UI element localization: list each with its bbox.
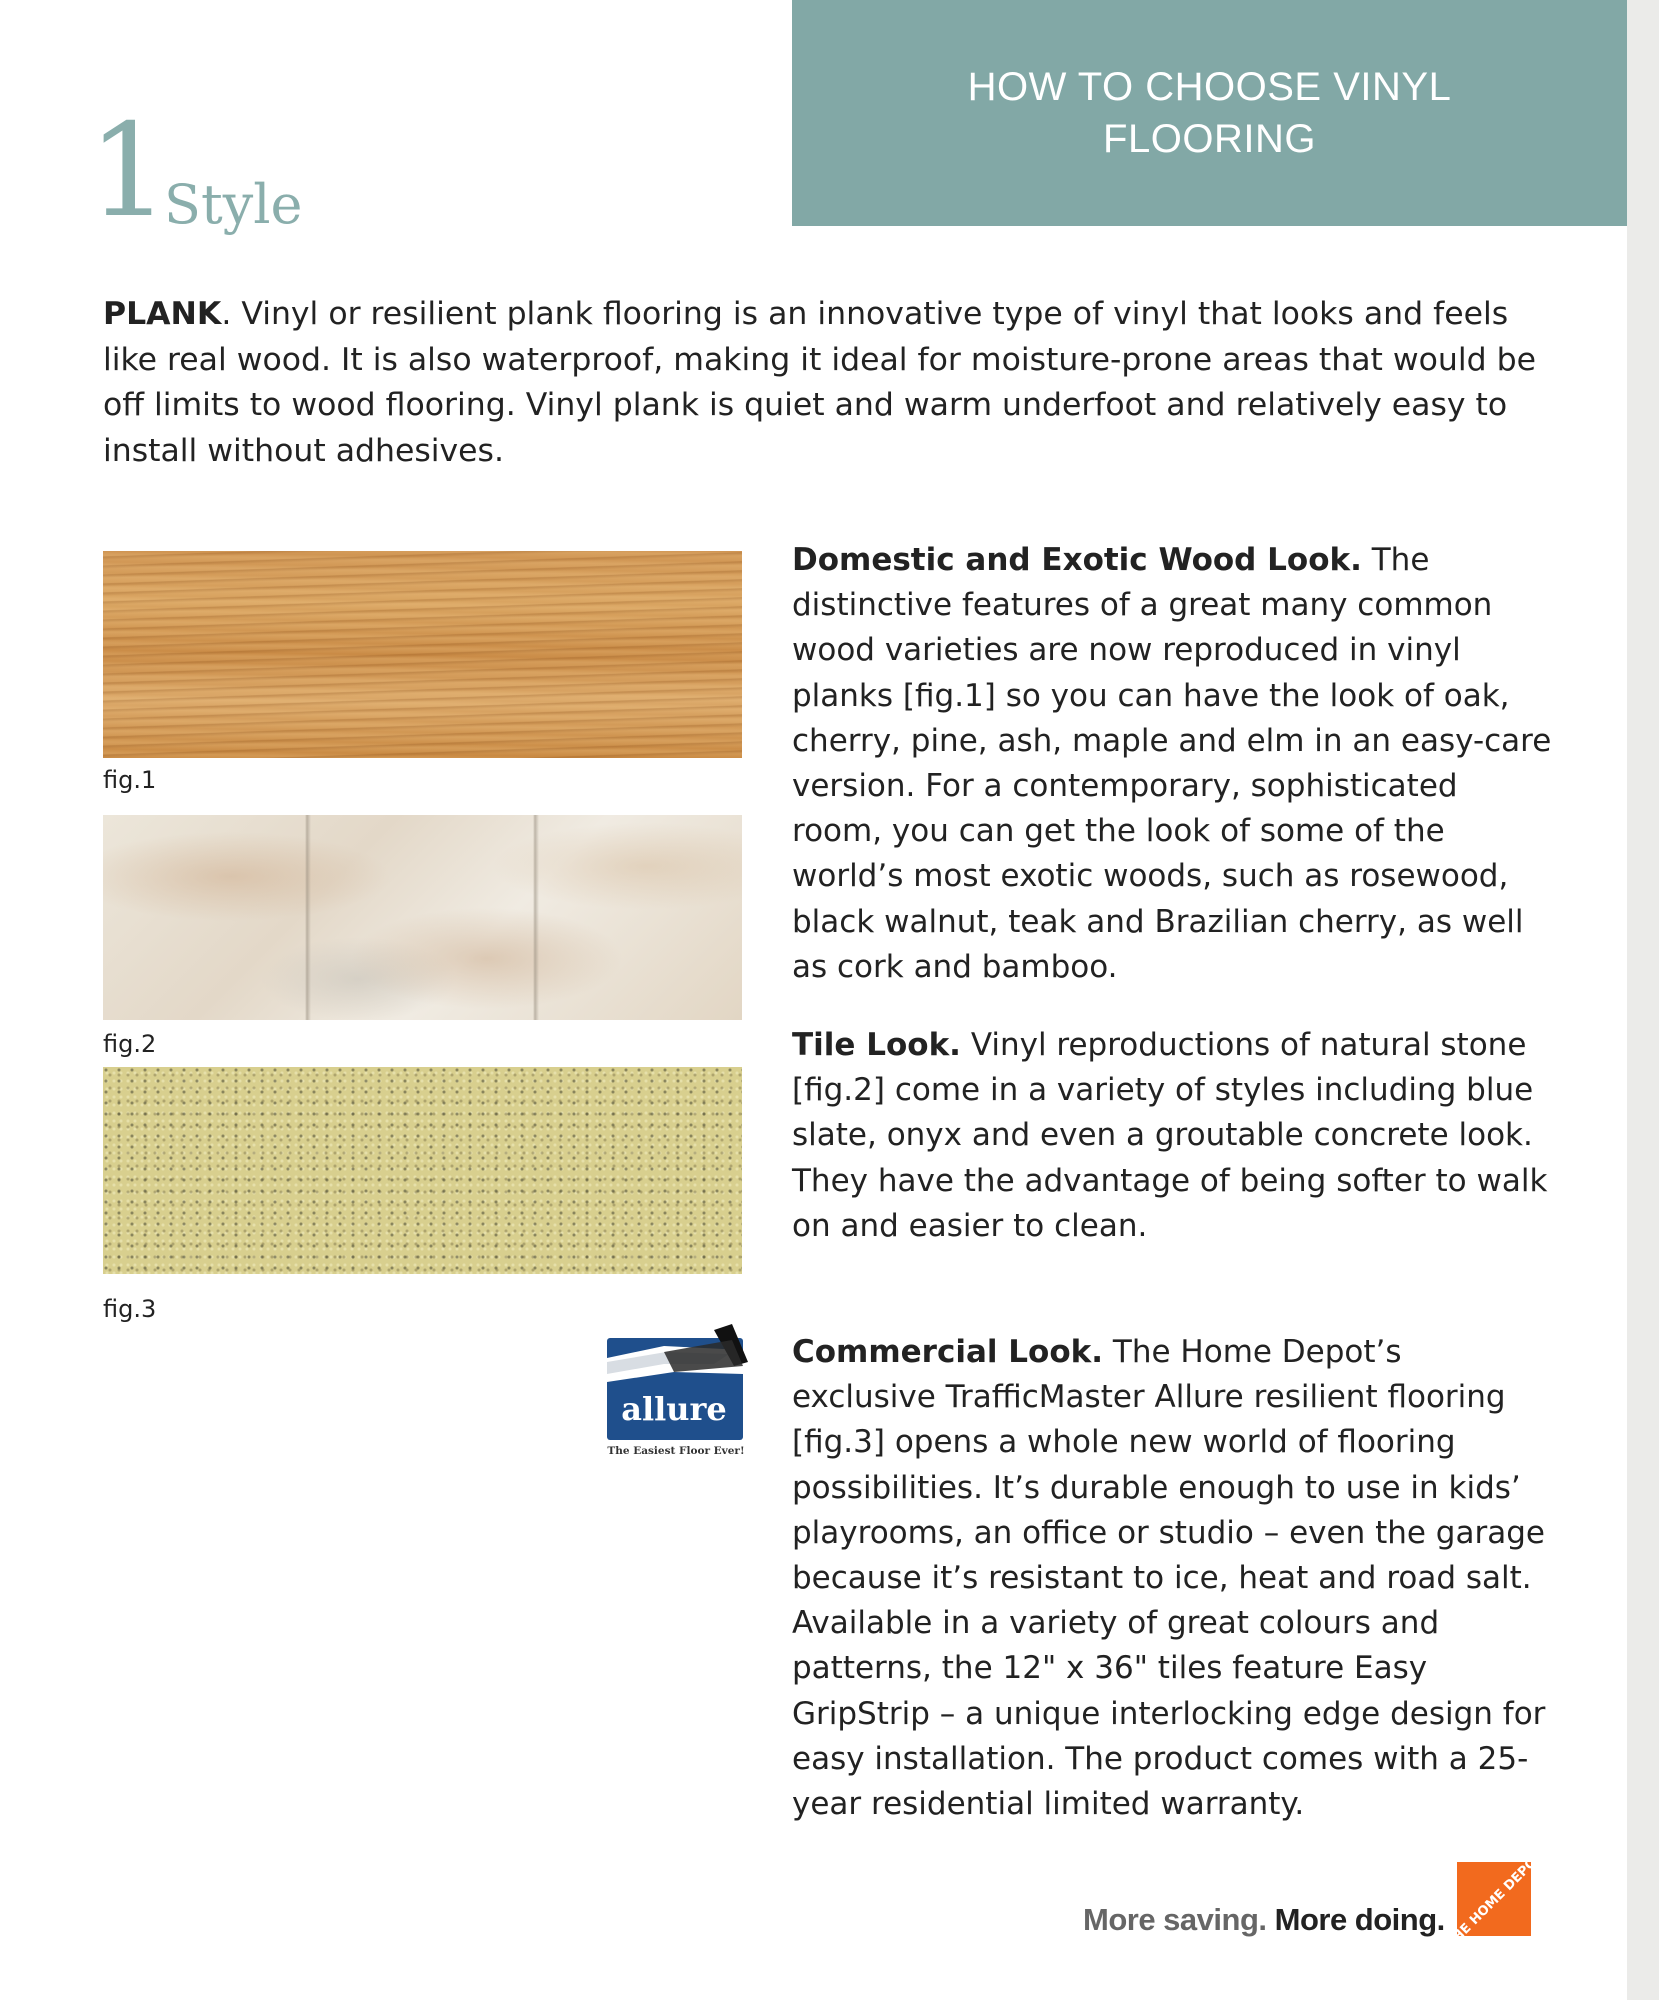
wood-look-paragraph (792, 538, 1552, 990)
home-depot-logo (1443, 1848, 1547, 1952)
allure-logo-word: allure (621, 1390, 727, 1428)
title-banner (792, 0, 1627, 226)
home-depot-logo-text: THE HOME DEPOT (1443, 1848, 1547, 1952)
commercial-look-heading: Commercial Look. (792, 1334, 1104, 1370)
figure-label-1: fig.1 (103, 766, 157, 794)
footer-tagline (1083, 1902, 1445, 1938)
wood-look-text: The distinctive features of a great many common wood varieties are now reproduced in vinyl planks [fig.1] so you can have the look of oak, cherry, pine, ash, maple and elm in an easy-care version. For a contemporary, sophisticated room, you can get the look of some of the world’s most exotic woods, such as rosewood, black walnut, teak and Brazilian cherry, as well as cork and bamboo. (792, 542, 1552, 985)
tile-look-heading: Tile Look. (792, 1027, 961, 1063)
commercial-look-text: The Home Depot’s exclusive TrafficMaster Allure resilient flooring [fig.3] opens a whole new world of flooring possibilities. It’s durable enough to use in kids’ playrooms, an office or studio – even the garage because it’s resistant to ice, heat and road salt. Available in a variety of great colours and patterns, the 12" x 36" tiles feature Easy GripStrip – a unique interlocking edge design for easy installation. The product comes with a 25-year residential limited warranty. (792, 1334, 1546, 1823)
stone-tile-sample-image (103, 815, 742, 1020)
intro-text: . Vinyl or resilient plank flooring is an innovative type of vinyl that looks and feels like real wood. It is also waterproof, making it ideal for moisture-prone areas that would be off limits to wood flooring. Vinyl plank is quiet and warm underfoot and relatively easy to install without adhesives. (103, 296, 1536, 469)
wood-look-heading: Domestic and Exotic Wood Look. (792, 542, 1362, 578)
section-number: 1 (88, 97, 170, 246)
tile-look-paragraph (792, 1023, 1552, 1249)
tagline-more-doing: More doing. (1274, 1902, 1445, 1937)
tagline-more-saving: More saving. (1083, 1902, 1267, 1937)
intro-paragraph (103, 292, 1563, 474)
intro-lead: PLANK (103, 296, 222, 332)
allure-logo (604, 1322, 752, 1458)
page-edge-strip (1627, 0, 1659, 2000)
section-title: Style (164, 173, 303, 236)
allure-logo-tagline: The Easiest Floor Ever! (607, 1445, 745, 1457)
banner-title: HOW TO CHOOSE VINYL FLOORING (967, 65, 1452, 161)
figure-label-3: fig.3 (103, 1295, 157, 1323)
wood-plank-sample-image (103, 551, 742, 758)
figure-label-2: fig.2 (103, 1030, 157, 1058)
tile-look-text: Vinyl reproductions of natural stone [fig.2] come in a variety of styles including blue slate, onyx and even a groutable concrete look. They have the advantage of being softer to walk on and easier to clean. (792, 1027, 1548, 1244)
commercial-look-paragraph (792, 1330, 1552, 1827)
speckled-tile-sample-image (103, 1067, 742, 1274)
